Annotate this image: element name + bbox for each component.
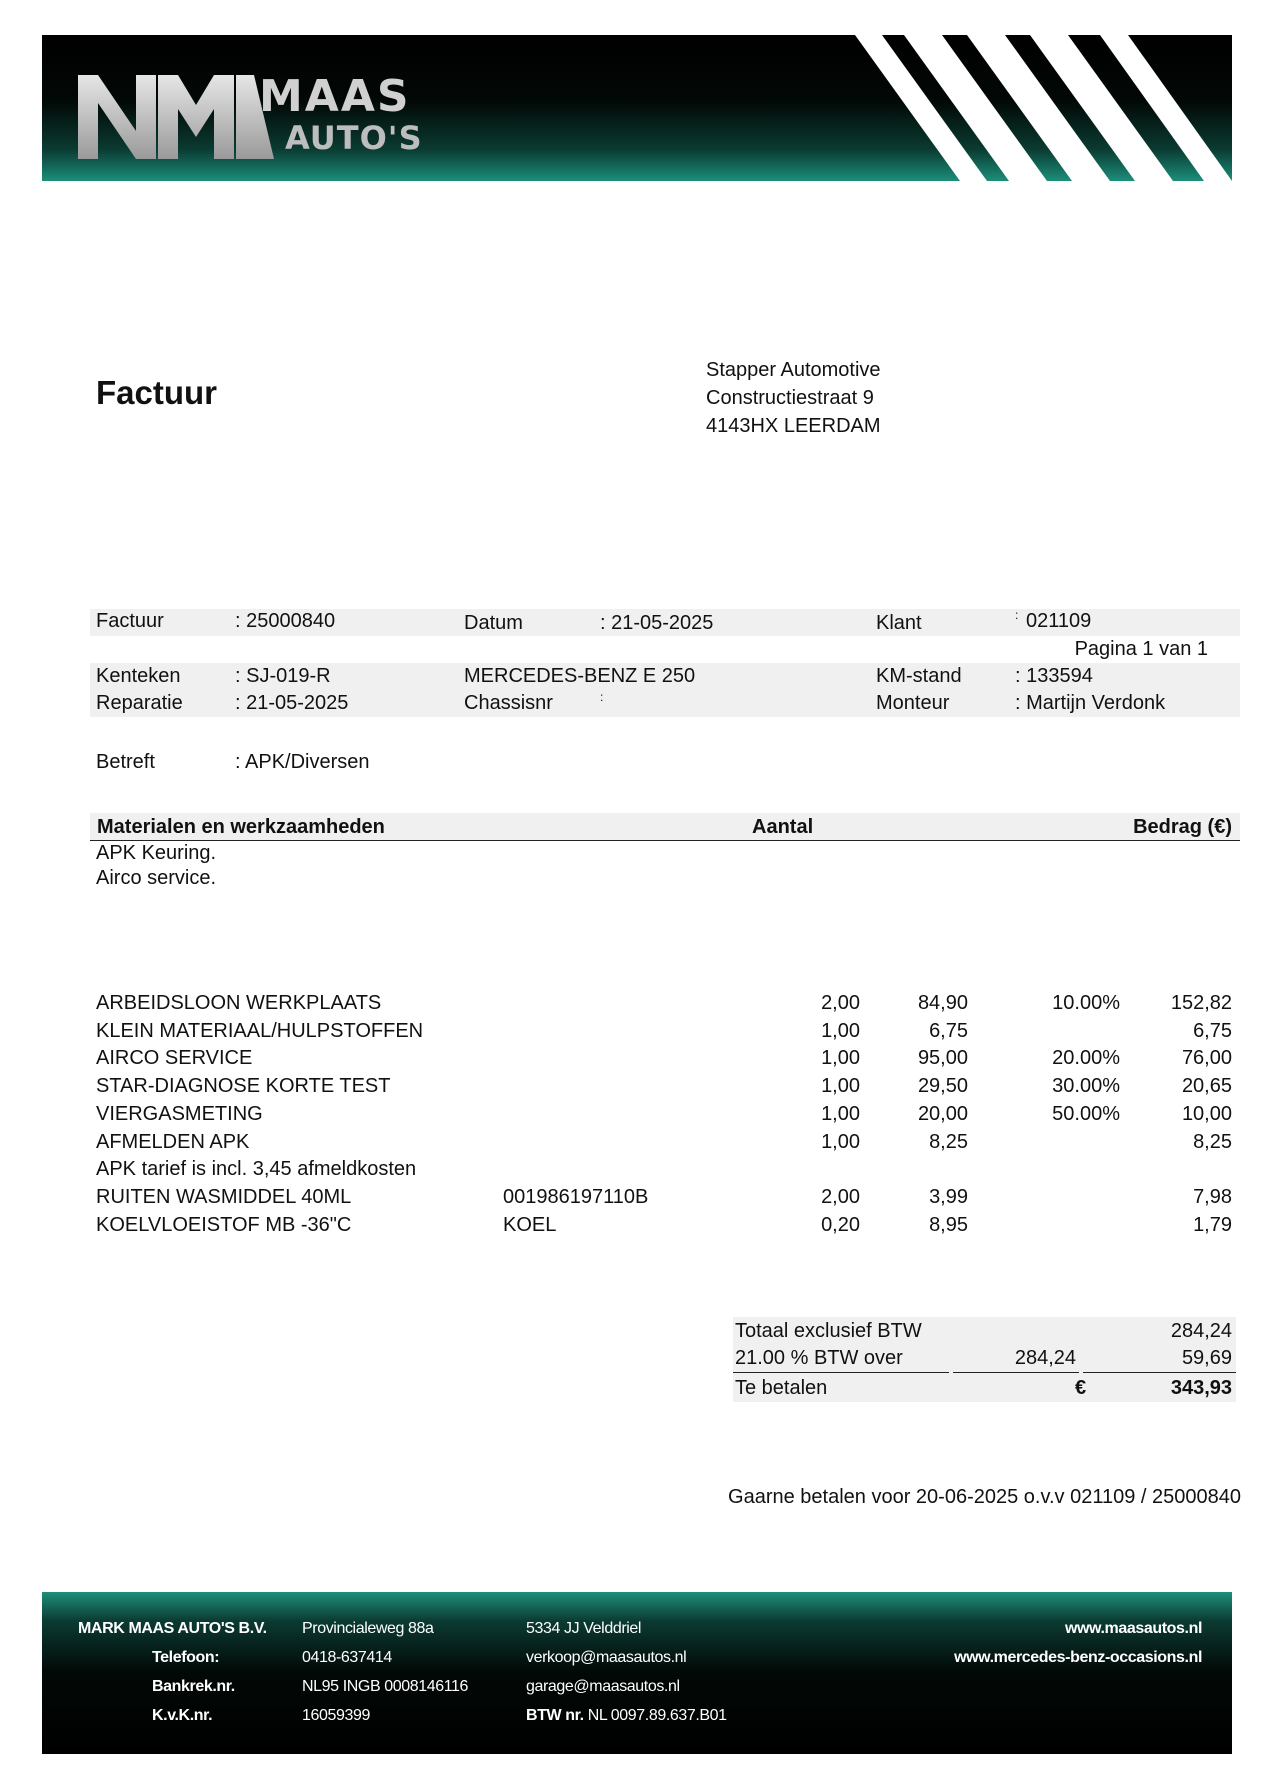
reparatie-value: : 21-05-2025 <box>235 692 349 714</box>
item-amount: 7,98 <box>1193 1186 1232 1208</box>
item-unit-price: 6,75 <box>929 1020 968 1042</box>
item-unit-price: 95,00 <box>917 1047 968 1069</box>
currency-symbol: € <box>1075 1377 1087 1399</box>
kmstand-label: KM-stand <box>876 665 962 687</box>
totals-divider <box>1083 1372 1236 1373</box>
col-description-header: Materialen en werkzaamheden <box>97 816 385 838</box>
klant-value: 021109 <box>1026 610 1092 632</box>
footer-iban: NL95 INGB 0008146116 <box>302 1678 469 1695</box>
totals-divider <box>733 1372 949 1373</box>
kenteken-label: Kenteken <box>96 665 181 687</box>
item-quantity: 1,00 <box>821 1047 860 1069</box>
monteur-value: : Martijn Verdonk <box>1015 692 1166 714</box>
factuur-label: Factuur <box>96 610 164 632</box>
betreft-label: Betreft <box>96 751 155 773</box>
item-description: AFMELDEN APK <box>96 1131 250 1153</box>
totals-pay-value: 343,93 <box>1170 1377 1232 1399</box>
totals-divider <box>953 1372 1079 1373</box>
item-discount: 20.00% <box>1052 1047 1120 1069</box>
footer-email-garage: garage@maasautos.nl <box>526 1678 680 1695</box>
chassisnr-label: Chassisnr <box>464 692 553 714</box>
footer-postal: 5334 JJ Velddriel <box>526 1620 642 1637</box>
betreft-value: : APK/Diversen <box>235 751 370 773</box>
item-amount: 20,65 <box>1181 1075 1232 1097</box>
footer-telefoon-label: Telefoon: <box>152 1649 220 1666</box>
col-quantity-header: Aantal <box>752 816 814 838</box>
item-quantity: 1,00 <box>821 1103 860 1125</box>
footer-btw-value: NL 0097.89.637.B01 <box>587 1707 727 1724</box>
item-quantity: 2,00 <box>821 992 860 1014</box>
footer-kvk-label: K.v.K.nr. <box>152 1707 213 1724</box>
kenteken-value: : SJ-019-R <box>235 665 331 687</box>
datum-value: : 21-05-2025 <box>600 612 714 634</box>
item-quantity: 2,00 <box>821 1186 860 1208</box>
item-discount: 30.00% <box>1052 1075 1120 1097</box>
totals-excl-label: Totaal exclusief BTW <box>735 1320 922 1342</box>
footer-address: Provincialeweg 88a <box>302 1620 434 1637</box>
logo-text-autos: AUTO'S <box>285 119 423 157</box>
totals-btw-value: 59,69 <box>1181 1347 1232 1369</box>
item-amount: 152,82 <box>1170 992 1232 1014</box>
col-amount-header: Bedrag (€) <box>1133 816 1232 838</box>
item-quantity: 1,00 <box>821 1131 860 1153</box>
item-quantity: 0,20 <box>821 1214 860 1236</box>
footer-bankrek-label: Bankrek.nr. <box>152 1678 235 1695</box>
page-title: Factuur <box>96 374 218 411</box>
item-code: 001986197110B <box>503 1186 649 1208</box>
footer-company: MARK MAAS AUTO'S B.V. <box>78 1620 267 1637</box>
footer-website: www.maasautos.nl <box>1064 1620 1202 1637</box>
factuur-value: : 25000840 <box>235 610 336 632</box>
item-description: ARBEIDSLOON WERKPLAATS <box>96 992 382 1014</box>
item-discount: 10.00% <box>1052 992 1120 1014</box>
logo-text-maas: MAAS <box>259 71 411 122</box>
footer-btw-label: BTW nr. <box>526 1707 584 1724</box>
item-unit-price: 8,95 <box>929 1214 968 1236</box>
item-unit-price: 29,50 <box>917 1075 968 1097</box>
item-quantity: 1,00 <box>821 1075 860 1097</box>
chassisnr-value: : <box>600 690 604 704</box>
datum-label: Datum <box>464 612 523 634</box>
footer-btw <box>526 1707 727 1725</box>
item-description: KOELVLOEISTOF MB -36"C <box>96 1214 352 1236</box>
note-line: APK Keuring. <box>96 842 217 864</box>
vehicle-model: MERCEDES-BENZ E 250 <box>464 665 696 687</box>
klant-colon: : <box>1015 608 1019 622</box>
footer-kvk: 16059399 <box>302 1707 370 1724</box>
item-description: STAR-DIAGNOSE KORTE TEST <box>96 1075 391 1097</box>
logo-mark-icon <box>78 75 278 159</box>
payment-note: Gaarne betalen voor 20-06-2025 o.v.v 021109 / 25000840 <box>728 1486 1241 1508</box>
klant-label: Klant <box>876 612 922 634</box>
page-indicator: Pagina 1 van 1 <box>1074 638 1208 660</box>
item-description: AIRCO SERVICE <box>96 1047 253 1069</box>
footer-email-verkoop: verkoop@maasautos.nl <box>526 1649 687 1666</box>
recipient-street: Constructiestraat 9 <box>706 387 874 409</box>
reparatie-label: Reparatie <box>96 692 183 714</box>
item-unit-price: 3,99 <box>929 1186 968 1208</box>
item-amount: 6,75 <box>1193 1020 1232 1042</box>
item-code: KOEL <box>503 1214 557 1236</box>
footer-website-mercedes: www.mercedes-benz-occasions.nl <box>954 1649 1202 1666</box>
header-banner <box>42 35 1232 181</box>
totals-pay-label: Te betalen <box>735 1377 828 1399</box>
item-quantity: 1,00 <box>821 1020 860 1042</box>
totals-btw-label: 21.00 % BTW over <box>735 1347 903 1369</box>
footer-phone: 0418-637414 <box>302 1649 392 1666</box>
footer-banner <box>42 1592 1232 1754</box>
totals-excl-value: 284,24 <box>1170 1320 1232 1342</box>
item-amount: 1,79 <box>1193 1214 1232 1236</box>
item-amount: 10,00 <box>1181 1103 1232 1125</box>
recipient-name: Stapper Automotive <box>706 359 881 381</box>
item-description: RUITEN WASMIDDEL 40ML <box>96 1186 352 1208</box>
item-unit-price: 84,90 <box>917 992 968 1014</box>
item-discount: 50.00% <box>1052 1103 1120 1125</box>
item-unit-price: 8,25 <box>929 1131 968 1153</box>
item-description: KLEIN MATERIAAL/HULPSTOFFEN <box>96 1020 424 1042</box>
item-description: VIERGASMETING <box>96 1103 263 1125</box>
item-description: APK tarief is incl. 3,45 afmeldkosten <box>96 1158 417 1180</box>
recipient-address <box>706 356 881 440</box>
recipient-city: 4143HX LEERDAM <box>706 415 881 437</box>
kmstand-value: : 133594 <box>1015 665 1093 687</box>
item-unit-price: 20,00 <box>917 1103 968 1125</box>
totals-btw-base: 284,24 <box>1014 1347 1076 1369</box>
monteur-label: Monteur <box>876 692 950 714</box>
note-line: Airco service. <box>96 867 217 889</box>
item-amount: 76,00 <box>1181 1047 1232 1069</box>
item-amount: 8,25 <box>1193 1131 1232 1153</box>
